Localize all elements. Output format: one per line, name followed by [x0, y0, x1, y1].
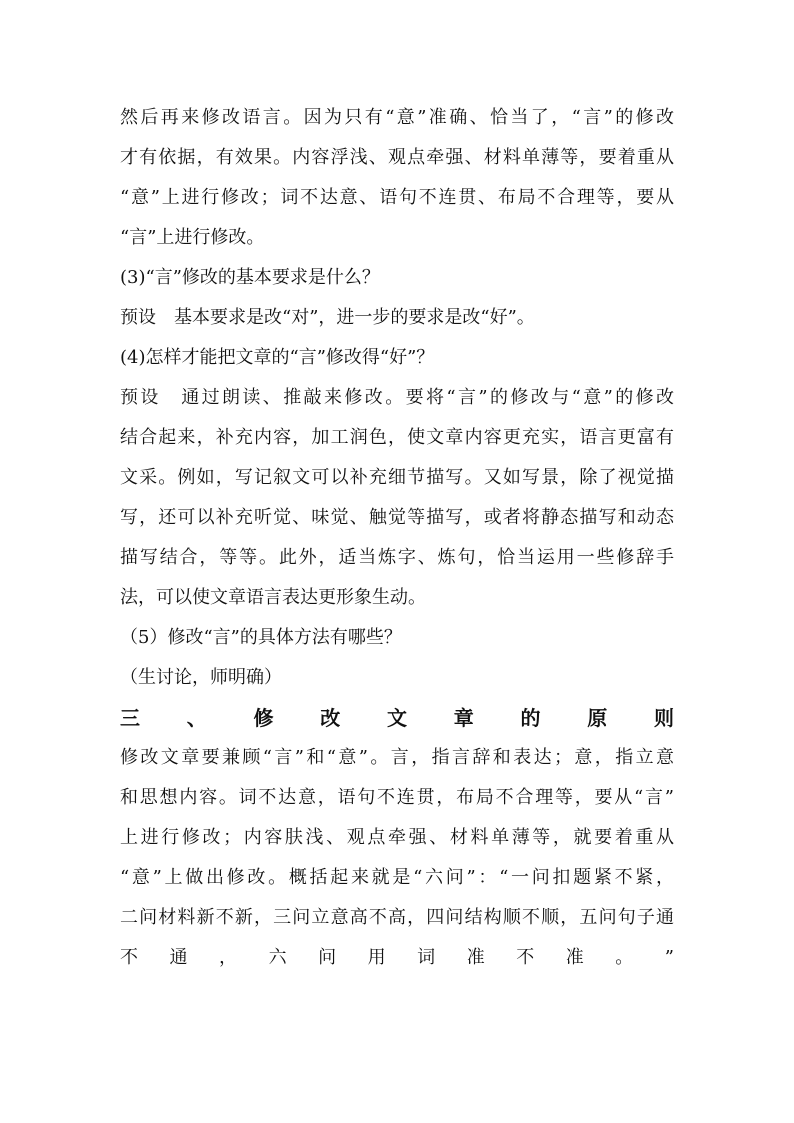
paragraph-line: 上进行修改；内容肤浅、观点牵强、材料单薄等，就要着重从 — [120, 827, 674, 848]
paragraph-line: 文采。例如，写记叙文可以补充细节描写。又如写景，除了视觉描 — [120, 467, 674, 488]
paragraph-line: “言”上进行修改。 — [120, 227, 265, 248]
paragraph-line: 描写结合，等等。此外，适当炼字、炼句，恰当运用一些修辞手 — [120, 547, 674, 568]
paragraph-line: 然后再来修改语言。因为只有“意”准确、恰当了，“言”的修改 — [120, 107, 674, 128]
paragraph-line: 写，还可以补充听觉、味觉、触觉等描写，或者将静态描写和动态 — [120, 507, 674, 528]
paragraph-line: 和思想内容。词不达意，语句不连贯，布局不合理等，要从“言” — [120, 787, 674, 808]
document-page — [120, 98, 674, 978]
paragraph-line: 才有依据，有效果。内容浮浅、观点牵强、材料单薄等，要着重从 — [120, 147, 674, 168]
answer-line: 预设 通过朗读、推敲来修改。要将“言”的修改与“意”的修改 — [120, 387, 674, 408]
note-line: （生讨论，师明确） — [120, 667, 282, 688]
paragraph-line: “意”上进行修改；词不达意、语句不连贯、布局不合理等，要从 — [120, 187, 674, 208]
paragraph-line: 结合起来，补充内容，加工润色，使文章内容更充实，语言更富有 — [120, 427, 674, 448]
question-line: (4)怎样才能把文章的“言”修改得“好”？ — [120, 347, 435, 368]
paragraph-line: “意”上做出修改。概括起来就是“六问”：“一问扣题紧不紧， — [120, 867, 674, 888]
question-line: （5）修改“言”的具体方法有哪些？ — [120, 627, 402, 648]
answer-line: 预设 基本要求是改“对”，进一步的要求是改“好”。 — [120, 307, 535, 328]
paragraph-line: 二问材料新不新，三问立意高不高，四问结构顺不顺，五问句子通 — [120, 907, 674, 928]
paragraph-line: 修改文章要兼顾“言”和“意”。言，指言辞和表达；意，指立意 — [120, 747, 674, 768]
question-line: (3)“言”修改的基本要求是什么？ — [120, 267, 380, 288]
paragraph-line: 不 通 ， 六 问 用 词 准 不 准 。 ” — [120, 947, 674, 968]
section-heading: 三 、 修 改 文 章 的 原 则 — [120, 706, 674, 730]
paragraph-line: 法，可以使文章语言表达更形象生动。 — [120, 587, 426, 608]
